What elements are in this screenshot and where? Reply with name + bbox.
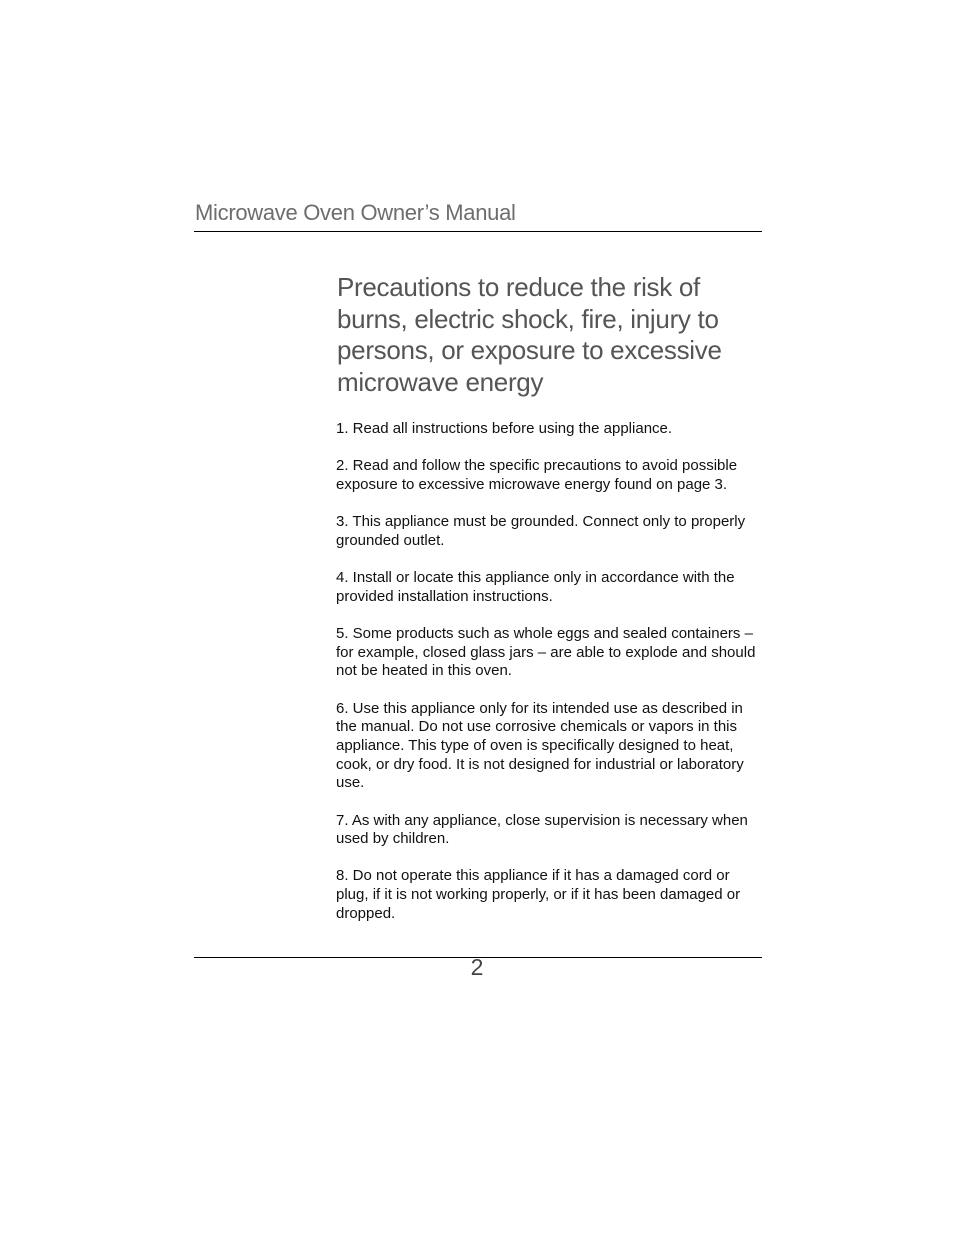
page-number: 2 [470, 954, 484, 980]
list-item: 3. This appliance must be grounded. Connect only to properly grounded outlet. [336, 513, 746, 549]
list-item: 2. Read and follow the specific precautions to avoid possible exposure to excessive microwave energy found on page 3. [336, 457, 738, 493]
list-item: 7. As with any appliance, close supervision is necessary when used by children. [336, 811, 748, 848]
header-rule [194, 231, 762, 232]
list-item: 4. Install or locate this appliance only in accordance with the provided installation instructions. [336, 569, 735, 605]
list-item: 6. Use this appliance only for its intended use as described in the manual. Do not use corrosive chemicals or vapors in this appliance. This type of oven is specifically designed to heat, cook, or dry food. It is not designed for industrial or laboratory use. [336, 699, 744, 792]
manual-title: Microwave Oven Owner’s Manual [195, 200, 516, 225]
precautions-list [336, 420, 758, 942]
list-item: 5. Some products such as whole eggs and sealed containers – for example, closed glass jars – are able to explode and should not be heated in this oven. [336, 624, 756, 680]
list-item: 8. Do not operate this appliance if it has a damaged cord or plug, if it is not working properly, or if it has been damaged or dropped. [336, 867, 741, 922]
section-heading: Precautions to reduce the risk of burns, electric shock, fire, injury to persons, or exposure to excessive microwave energy [337, 272, 722, 397]
list-item: 1. Read all instructions before using the appliance. [336, 420, 673, 437]
